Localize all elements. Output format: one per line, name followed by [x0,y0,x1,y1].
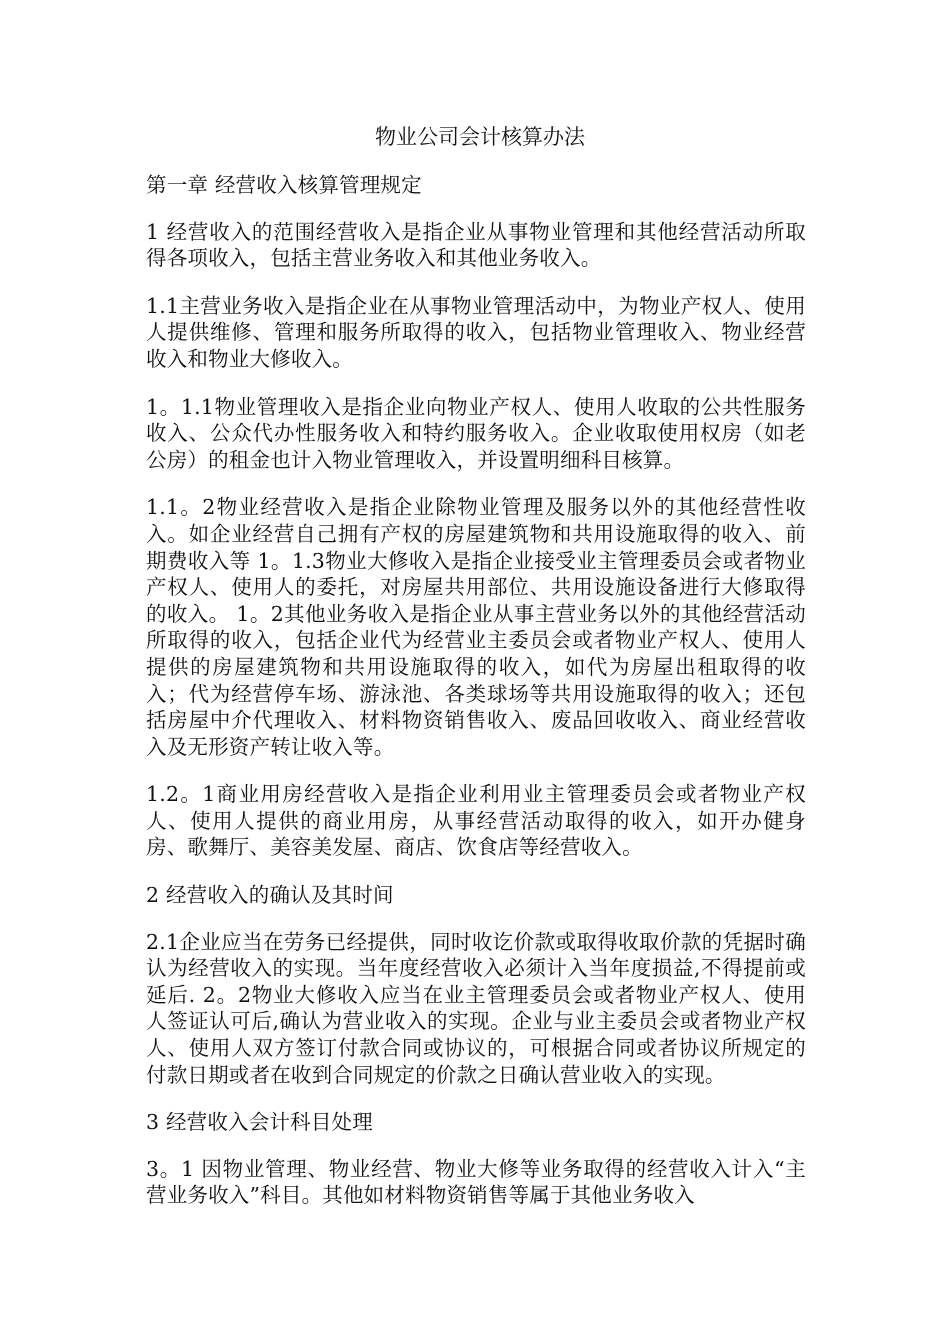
section-2-heading: 2 经营收入的确认及其时间 [146,883,394,908]
section-3-heading: 3 经营收入会计科目处理 [146,1110,373,1135]
document-title: 物业公司会计核算办法 [375,125,585,149]
paragraph-3-1: 3。1 因物业管理、物业经营、物业大修等业务取得的经营收入计入“主营业务收入”科目。其他如材料物资销售等属于其他业务收入 [146,1156,806,1208]
paragraph-1-1: 1.1主营业务收入是指企业在从事物业管理活动中，为物业产权人、使用人提供维修、管理和服务所取得的收入，包括物业管理收入、物业经营收入和物业大修收入。 [146,293,806,371]
document-body [146,120,806,1209]
paragraph-1-2-1: 1.2。1商业用房经营收入是指企业利用业主管理委员会或者物业产权人、使用人提供的商业用房，从事经营活动取得的收入，如开办健身房、歌舞厅、美容美发屋、商店、饮食店等经营收入。 [146,782,806,860]
paragraph-1: 1 经营收入的范围经营收入是指企业从事物业管理和其他经营活动所取得各项收入，包括主营业务收入和其他业务收入。 [146,219,806,271]
chapter-heading: 第一章 经营收入核算管理规定 [146,173,422,197]
paragraph-1-1-1: 1。1.1物业管理收入是指企业向物业产权人、使用人收取的公共性服务收入、公众代办性服务收入和特约服务收入。企业收取使用权房（如老公房）的租金也计入物业管理收入，并设置明细科目核算。 [146,394,806,472]
paragraph-1-1-2: 1.1。2物业经营收入是指企业除物业管理及服务以外的其他经营性收入。如企业经营自己拥有产权的房屋建筑物和共用设施取得的收入、前期费收入等 1。1.3物业大修收入是指企业接受业主管理委员会或者物业产权人、使用人的委托，对房屋共用部位、共用设施设备进行大修取得的收入。 1。2其他业务收入是指企业从事主营业务以外的其他经营活动所取得的收入，包括企业代为经营业主委员会或者物业产权人、使用人提供的房屋建筑物和共用设施取得的收入，如代为房屋出租取得的收入；代为经营停车场、游泳池、各类球场等共用设施取得的收入；还包括房屋中介代理收入、材料物资销售收入、废品回收收入、商业经营收入及无形资产转让收入等。 [146,495,806,759]
paragraph-2-1: 2.1企业应当在劳务已经提供，同时收讫价款或取得收取价款的凭据时确认为经营收入的实现。当年度经营收入必须计入当年度损益,不得提前或延后. 2。2物业大修收入应当在业主管理委员会或者物业产权人、使用人签证认可后,确认为营业收入的实现。企业与业主委员会或者物业产权人、使用人双方签订付款合同或协议的，可根据合同或者协议所规定的付款日期或者在收到合同规定的价款之日确认营业收入的实现。 [146,929,806,1087]
